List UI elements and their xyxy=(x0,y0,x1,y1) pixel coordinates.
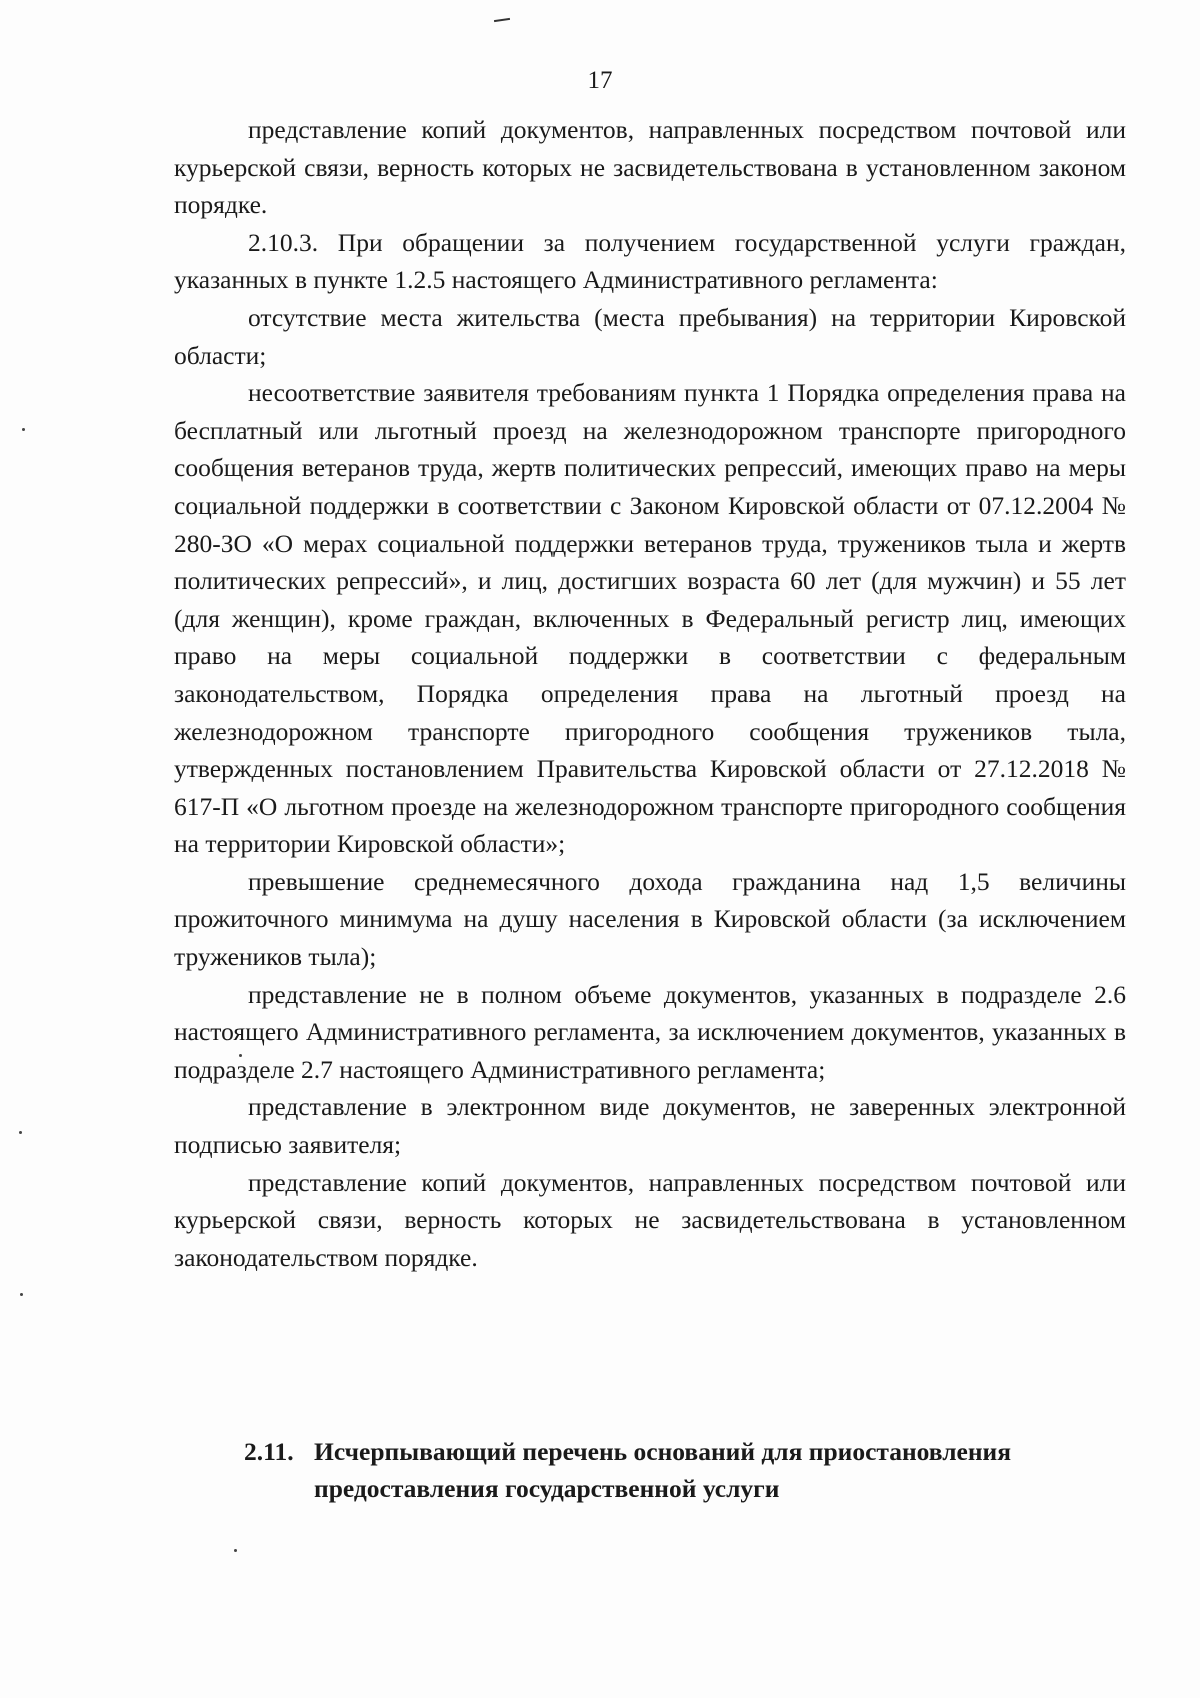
paragraph: представление копий документов, направленных посредством почтовой или курьерской связи, верность которых не засвидетельствована в установленном законом порядке. xyxy=(174,115,1126,220)
paragraph: превышение среднемесячного дохода гражданина над 1,5 величины прожиточного минимума на душу населения в Кировской области (за исключением тружеников тыла); xyxy=(174,866,1126,972)
section-number: 2.11. xyxy=(244,1437,294,1466)
section-title-line-2: предоставления государственной услуги xyxy=(314,1474,780,1503)
scan-speck xyxy=(22,428,25,431)
page-number: 17 xyxy=(587,67,613,94)
paragraph: несоответствие заявителя требованиям пункта 1 Порядка определения права на бесплатный или льготный проезд на железнодорожном транспорте пригородного сообщения ветеранов труда, жертв политических репрессий, имеющих право на меры социальной поддержки в соответствии с Законом Кировской области от 07.12.2004 № 280-ЗО «О мерах социальной поддержки ветеранов труда, тружеников тыла и жертв политических репрессий», и лиц, достигших возраста 60 лет (для мужчин) и 55 лет (для женщин), кроме граждан, включенных в Федеральный регистр лиц, имеющих право на меры социальной поддержки в соответствии с федеральным законодательством, Порядка определения права на льготный проезд на железнодорожном транспорте пригородного сообщения тружеников тыла, утвержденных постановлением Правительства Кировской области от 27.12.2018 № 617-П «О льготном проезде на железнодорожном транспорте пригородного сообщения на территории Кировской области»; xyxy=(174,378,1126,859)
paragraph: представление копий документов, направленных посредством почтовой или курьерской связи, верность которых не засвидетельствована в установленном законодательством порядке. xyxy=(174,1167,1126,1272)
paragraph: 2.10.3. При обращении за получением государственной услуги граждан, указанных в пункте 1.2.5 настоящего Административного регламента: xyxy=(174,227,1126,295)
paragraph: представление не в полном объеме документов, указанных в подразделе 2.6 настоящего Административного регламента, за исключением документов, указанных в подразделе 2.7 настоящего Административного регламента; xyxy=(174,979,1126,1084)
body-text xyxy=(174,111,1126,1276)
section-heading xyxy=(244,1433,1126,1507)
paragraph: отсутствие места жительства (места пребывания) на территории Кировской области; xyxy=(174,302,1126,370)
paragraph: представление в электронном виде документов, не заверенных электронной подписью заявителя; xyxy=(174,1092,1126,1160)
scan-speck xyxy=(20,1293,23,1296)
section-title-line-1: Исчерпывающий перечень оснований для приостановления xyxy=(314,1437,1012,1466)
scan-speck xyxy=(234,1549,237,1552)
scan-speck xyxy=(19,1131,22,1134)
scan-mark xyxy=(494,18,510,22)
